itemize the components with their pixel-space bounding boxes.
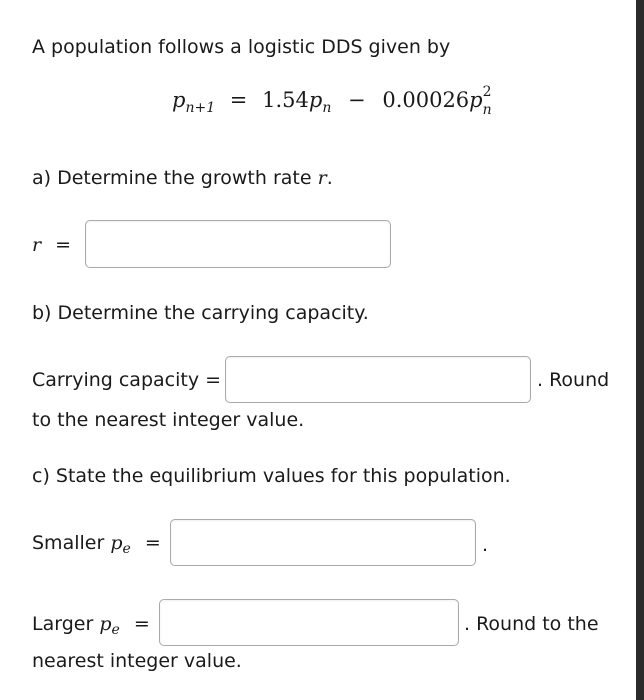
- eq-term2-sup: 2: [482, 84, 492, 100]
- eq-term2-var: p: [469, 88, 483, 112]
- eq-term1-var: p: [308, 88, 323, 112]
- smaller-equilibrium-input[interactable]: [170, 519, 476, 566]
- part-a-prompt-prefix: a) Determine the growth rate: [32, 167, 318, 189]
- growth-rate-label: [32, 233, 71, 257]
- part-c-prompt: c) State the equilibrium values for this population.: [32, 465, 511, 487]
- smaller-pe-sub: e: [122, 541, 131, 557]
- larger-round-text: nearest integer value.: [32, 650, 242, 672]
- part-a-prompt-suffix: .: [326, 167, 333, 189]
- larger-word: Larger: [32, 613, 94, 635]
- growth-rate-eq: =: [55, 234, 72, 256]
- eq-term2-sub: n: [482, 102, 492, 118]
- eq-term2-supsub: [482, 84, 495, 118]
- carrying-capacity-input[interactable]: [225, 356, 531, 403]
- eq-equals: =: [229, 88, 248, 112]
- part-a-prompt: [32, 166, 333, 190]
- intro-text: A population follows a logistic DDS given by: [32, 36, 451, 58]
- eq-term2-coef: 0.00026: [382, 88, 470, 112]
- eq-term1-coef: 1.54: [262, 88, 309, 112]
- smaller-word: Smaller: [32, 532, 105, 554]
- growth-rate-input[interactable]: [85, 220, 391, 268]
- part-a-prompt-var: r: [317, 167, 327, 189]
- larger-pe-var: p: [99, 613, 112, 635]
- part-b-prompt: b) Determine the carrying capacity.: [32, 302, 369, 324]
- carrying-capacity-after: . Round: [537, 369, 610, 391]
- larger-after: . Round to the: [464, 613, 599, 635]
- carrying-capacity-round-text: to the nearest integer value.: [32, 409, 305, 431]
- smaller-pe-label: [32, 531, 161, 561]
- eq-lhs-sub: n+1: [185, 100, 216, 116]
- eq-lhs-var: p: [172, 88, 186, 112]
- smaller-pe-eq: =: [144, 532, 161, 554]
- eq-term1-sub: n: [322, 100, 332, 116]
- smaller-pe-var: p: [110, 532, 123, 554]
- larger-pe-label: [32, 612, 150, 642]
- larger-pe-sub: e: [111, 622, 120, 638]
- logistic-equation: [172, 86, 495, 122]
- larger-equilibrium-input[interactable]: [159, 599, 459, 646]
- larger-pe-eq: =: [133, 613, 150, 635]
- carrying-capacity-label: Carrying capacity =: [32, 369, 222, 391]
- growth-rate-var: r: [32, 234, 42, 256]
- eq-minus: −: [348, 88, 366, 112]
- page-right-border: [636, 0, 644, 700]
- smaller-after: .: [482, 534, 489, 556]
